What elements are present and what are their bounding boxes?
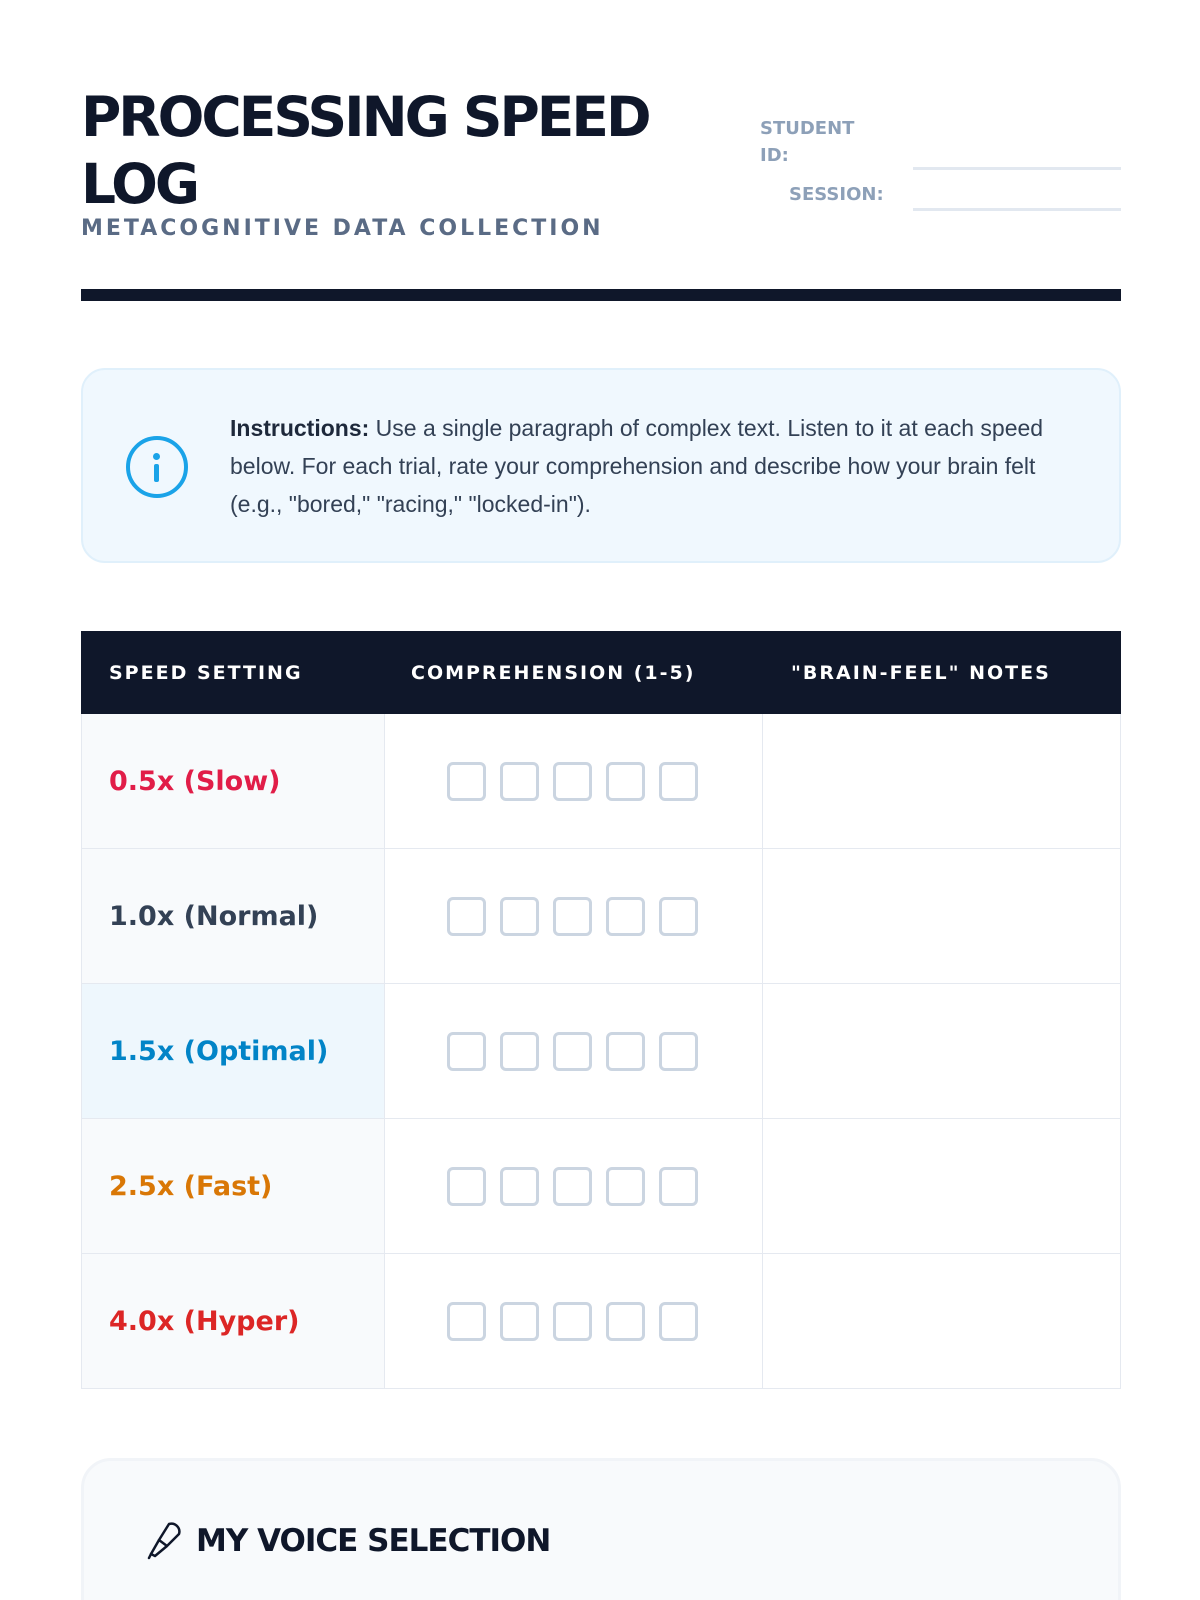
header-comprehension: COMPREHENSION (1-5) [411, 661, 696, 684]
brain-feel-notes-field[interactable] [763, 849, 1120, 983]
student-id-field[interactable] [913, 167, 1121, 170]
rating-checkbox[interactable] [447, 897, 486, 936]
rating-checkbox[interactable] [606, 762, 645, 801]
header-divider [81, 289, 1121, 301]
rating-checkbox[interactable] [553, 762, 592, 801]
speed-setting-label: 4.0x (Hyper) [82, 1254, 385, 1388]
table-row [81, 714, 1121, 849]
rating-checkbox[interactable] [553, 1167, 592, 1206]
comprehension-rating [385, 984, 762, 1118]
microphone-icon [147, 1520, 183, 1560]
rating-checkbox[interactable] [500, 1302, 539, 1341]
instructions-box [81, 368, 1121, 563]
rating-checkbox[interactable] [553, 1302, 592, 1341]
header-speed-setting: SPEED SETTING [109, 661, 303, 684]
rating-checkbox[interactable] [553, 1032, 592, 1071]
brain-feel-notes-field[interactable] [763, 1119, 1120, 1253]
rating-checkbox[interactable] [606, 1302, 645, 1341]
rating-checkbox[interactable] [500, 1167, 539, 1206]
session-label: SESSION: [789, 184, 884, 205]
rating-checkbox[interactable] [447, 762, 486, 801]
rating-checkbox[interactable] [500, 1032, 539, 1071]
rating-checkbox[interactable] [500, 762, 539, 801]
speed-setting-label: 0.5x (Slow) [82, 714, 385, 848]
page-subtitle: METACOGNITIVE DATA COLLECTION [81, 216, 604, 241]
speed-setting-label: 1.0x (Normal) [82, 849, 385, 983]
rating-checkbox[interactable] [659, 897, 698, 936]
instructions-text [230, 409, 1090, 523]
header [81, 84, 1121, 304]
session-field[interactable] [913, 208, 1121, 211]
speed-setting-label: 2.5x (Fast) [82, 1119, 385, 1253]
speed-setting-label: 1.5x (Optimal) [82, 984, 385, 1118]
rating-checkbox[interactable] [606, 1167, 645, 1206]
comprehension-rating [385, 849, 762, 983]
voice-selection-title: MY VOICE SELECTION [196, 1523, 551, 1559]
rating-checkbox[interactable] [659, 1302, 698, 1341]
rating-checkbox[interactable] [659, 1032, 698, 1071]
brain-feel-notes-field[interactable] [763, 1254, 1120, 1388]
instructions-body: Use a single paragraph of complex text. Listen to it at each speed below. For each trial, rate your comprehension and describe how your brain felt (e.g., "bored," "racing," "locked-in"). [230, 415, 1044, 517]
comprehension-rating [385, 1119, 762, 1253]
rating-checkbox[interactable] [447, 1167, 486, 1206]
info-icon [126, 436, 188, 498]
speed-table [81, 631, 1121, 1389]
instructions-lead: Instructions: [230, 415, 370, 441]
table-row [81, 1119, 1121, 1254]
rating-checkbox[interactable] [447, 1032, 486, 1071]
header-brain-feel-notes: "BRAIN-FEEL" NOTES [791, 661, 1051, 684]
table-header [81, 631, 1121, 714]
rating-checkbox[interactable] [553, 897, 592, 936]
student-id-label: STUDENT ID: [760, 118, 855, 166]
brain-feel-notes-field[interactable] [763, 984, 1120, 1118]
rating-checkbox[interactable] [447, 1302, 486, 1341]
table-row [81, 984, 1121, 1119]
brain-feel-notes-field[interactable] [763, 714, 1120, 848]
voice-selection-card [81, 1458, 1121, 1600]
rating-checkbox[interactable] [500, 897, 539, 936]
comprehension-rating [385, 1254, 762, 1388]
rating-checkbox[interactable] [606, 1032, 645, 1071]
page-title: PROCESSING SPEED LOG [81, 85, 649, 216]
rating-checkbox[interactable] [659, 762, 698, 801]
table-row [81, 1254, 1121, 1389]
rating-checkbox[interactable] [606, 897, 645, 936]
table-row [81, 849, 1121, 984]
rating-checkbox[interactable] [659, 1167, 698, 1206]
comprehension-rating [385, 714, 762, 848]
